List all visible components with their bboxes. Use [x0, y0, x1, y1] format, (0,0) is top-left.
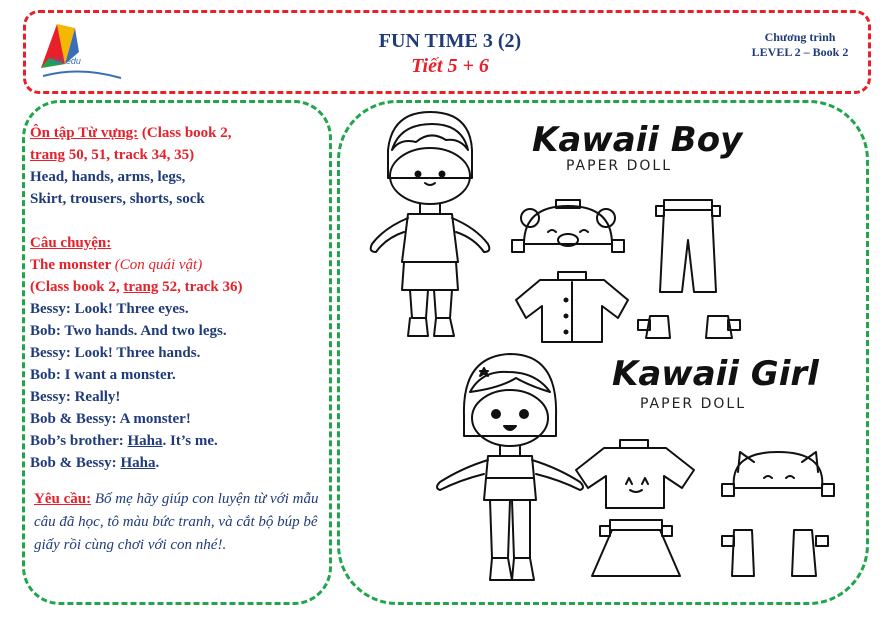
dialogue-line: Bob & Bessy: A monster! — [30, 411, 191, 427]
trousers — [656, 200, 720, 292]
program-label: Chương trình — [764, 30, 836, 44]
story-title-vi: (Con quái vật) — [114, 257, 203, 273]
girl-title: Kawaii Girl — [612, 354, 819, 394]
story-title: The monster — [30, 257, 111, 273]
cat-tshirt — [576, 440, 694, 508]
boy-title: Kawaii Boy — [532, 120, 743, 160]
dialogue-line: Bessy: Really! — [30, 389, 121, 405]
cat-hat — [722, 452, 834, 496]
story-heading: Câu chuyện: — [30, 235, 112, 251]
brother-haha: Haha — [127, 433, 163, 449]
vocab-heading: Ôn tập Từ vựng: — [30, 125, 139, 141]
final-suffix: . — [155, 455, 160, 471]
boy-doll-figure — [371, 112, 490, 336]
final-prefix: Bob & Bessy: — [30, 455, 121, 471]
dialogue-line: Bessy: Look! Three eyes. — [30, 301, 189, 317]
program-level: LEVEL 2 – Book 2 — [751, 45, 849, 59]
logo-text: Viet edu — [48, 56, 81, 66]
vocab-line-2: Skirt, trousers, shorts, sock — [30, 191, 205, 207]
brother-suffix: . It’s me. — [162, 433, 218, 449]
page-title: FUN TIME 3 (2) — [378, 30, 522, 52]
page-subtitle: Tiết 5 + 6 — [411, 55, 489, 77]
final-haha: Haha — [120, 455, 156, 471]
request-label: Yêu cầu: — [34, 491, 92, 507]
story-ref-2: trang — [123, 279, 159, 295]
boy-subtitle: PAPER DOLL — [566, 158, 672, 174]
vocab-ref-3: 50, 51, track 34, 35) — [65, 147, 195, 163]
dialogue-line: Bessy: Look! Three hands. — [30, 345, 201, 361]
vocab-line-1: Head, hands, arms, legs, — [30, 169, 186, 185]
boy-shoes — [638, 316, 740, 338]
brother-prefix: Bob’s brother: — [30, 433, 128, 449]
vocab-ref-2: trang — [30, 147, 65, 163]
girl-socks — [722, 530, 828, 576]
girl-subtitle: PAPER DOLL — [640, 396, 746, 412]
request-body: Bố mẹ hãy giúp con luyện từ với mẫu câu đã học, tô màu bức tranh, và cắt bộ búp bê giấy rồi cùng chơi với con nhé!. — [34, 491, 319, 553]
girl-doll-figure — [437, 354, 583, 580]
bear-hat — [512, 200, 624, 252]
dialogue-line: Bob: I want a monster. — [30, 367, 176, 383]
story-ref-1: (Class book 2, — [30, 279, 124, 295]
dialogue-line: Bob: Two hands. And two legs. — [30, 323, 227, 339]
skirt — [592, 520, 680, 576]
jacket — [516, 272, 628, 342]
story-ref-3: 52, track 36) — [158, 279, 243, 295]
vocab-ref-1: (Class book 2, — [138, 125, 232, 141]
